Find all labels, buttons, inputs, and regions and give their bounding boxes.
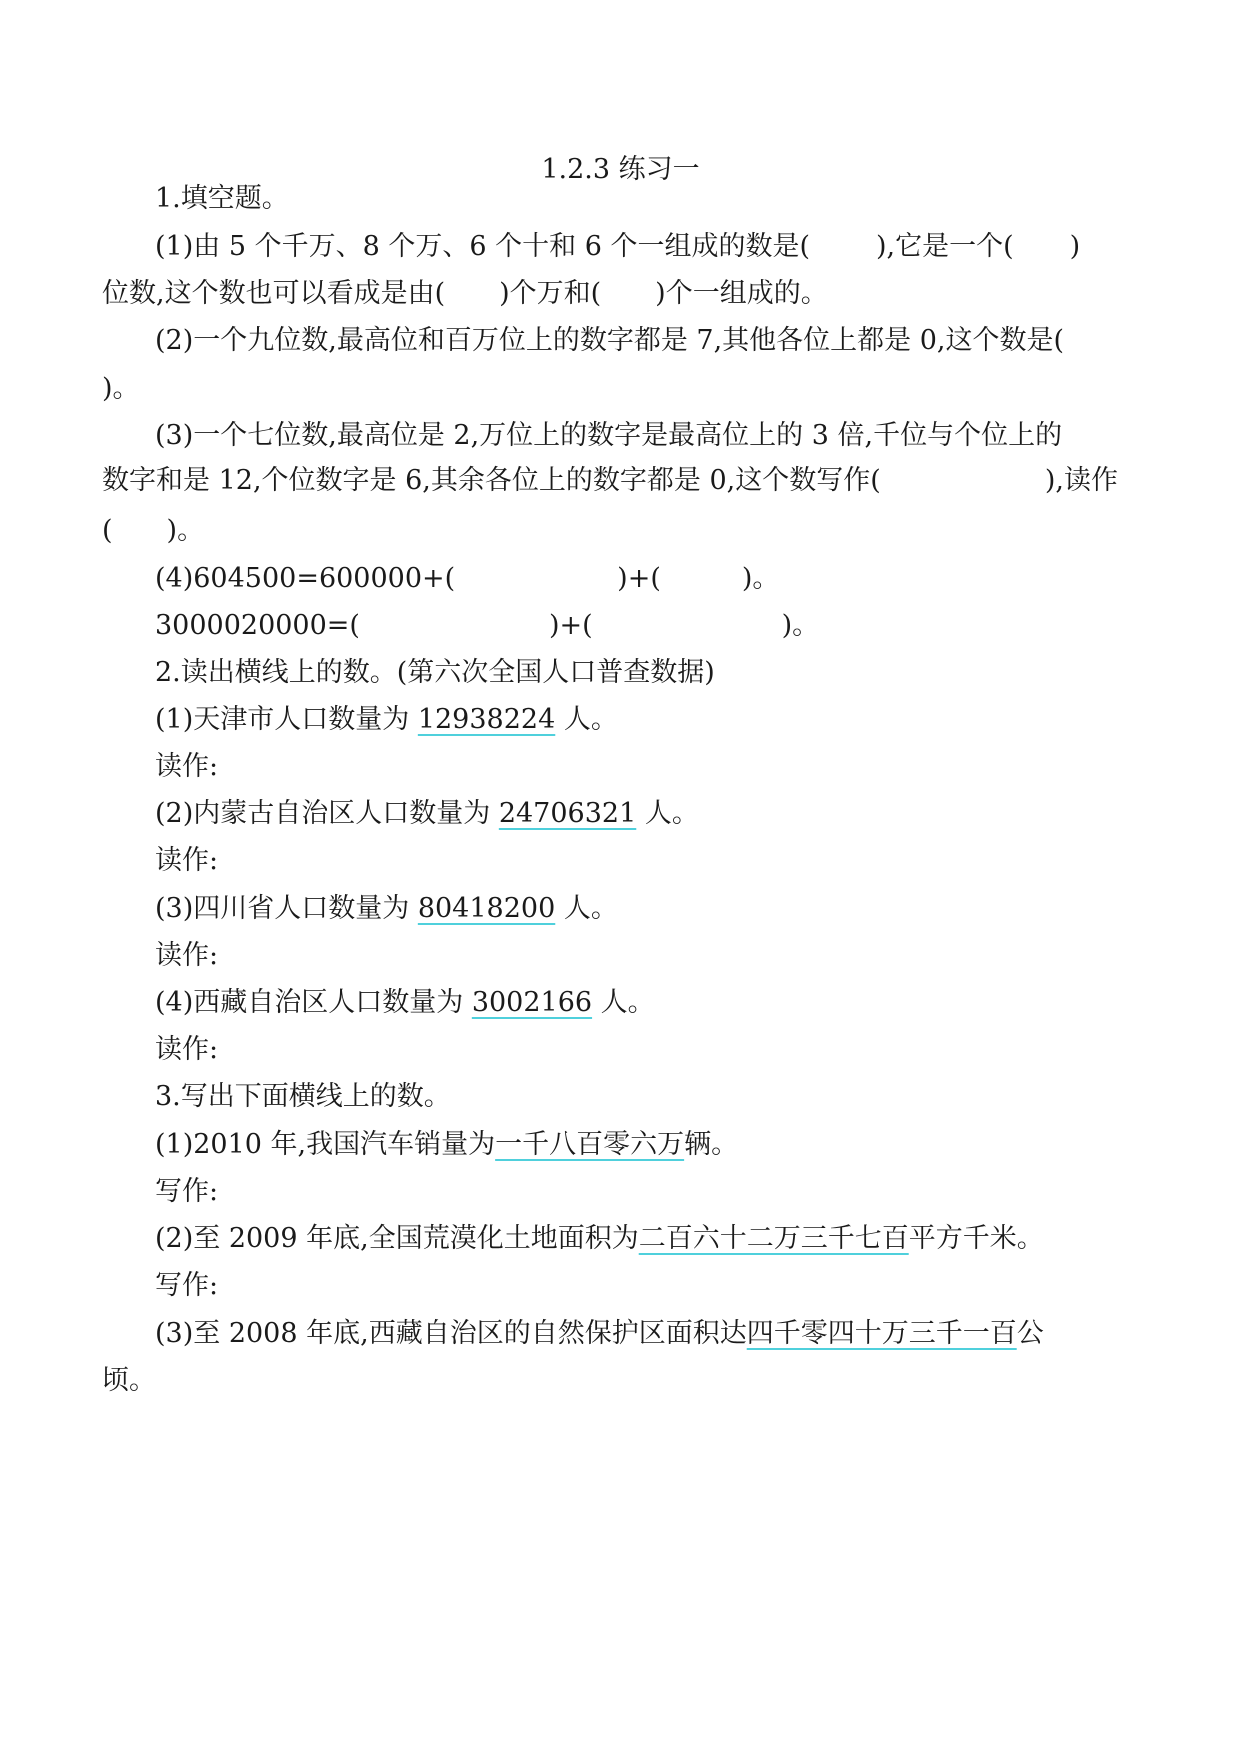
- q1-p4-line1: (4)604500=600000+( )+( )。: [155, 563, 780, 594]
- q2-item-1-suffix: 人。: [555, 704, 618, 735]
- q3-item-1-suffix: 辆。: [684, 1129, 739, 1160]
- q1-p1-line1-c: ): [1069, 231, 1081, 262]
- q2-read-label-1: 读作:: [155, 751, 219, 782]
- q3-heading: 3.写出下面横线上的数。: [155, 1081, 451, 1112]
- q2-item-4: [155, 984, 655, 1022]
- page-title: 1.2.3 练习一: [541, 154, 700, 185]
- q2-read-label-4: 读作:: [155, 1034, 219, 1065]
- q3-item-3-prefix: (3)至 2008 年底,西藏自治区的自然保护区面积达: [155, 1318, 747, 1349]
- q2-item-1-number: 12938224: [417, 704, 556, 735]
- q3-item-2-number: 二百六十二万三千七百: [638, 1223, 909, 1254]
- q2-item-3-number: 80418200: [417, 893, 556, 924]
- q3-item-1: [155, 1126, 738, 1164]
- q1-p1-line1-a: (1)由 5 个千万、8 个万、6 个十和 6 个一组成的数是(: [155, 231, 810, 262]
- q2-item-1-prefix: (1)天津市人口数量为: [155, 704, 418, 735]
- q1-p3-line2-a: 数字和是 12,个位数字是 6,其余各位上的数字都是 0,这个数写作(: [102, 465, 881, 496]
- q3-item-3-line2: 顷。: [102, 1365, 156, 1396]
- q2-item-2-suffix: 人。: [636, 798, 699, 829]
- q2-item-2-prefix: (2)内蒙古自治区人口数量为: [155, 798, 499, 829]
- q1-p3-line3: ( )。: [102, 515, 205, 546]
- q2-item-4-suffix: 人。: [592, 987, 655, 1018]
- q3-item-2-prefix: (2)至 2009 年底,全国荒漠化土地面积为: [155, 1223, 639, 1254]
- q3-item-3-suffix: 公: [1016, 1318, 1044, 1349]
- q3-item-3-number: 四千零四十万三千一百: [746, 1318, 1017, 1349]
- q1-p2-line1: (2)一个九位数,最高位和百万位上的数字都是 7,其他各位上都是 0,这个数是(: [155, 325, 1065, 356]
- q1-p4-line2: 3000020000=( )+( )。: [155, 610, 820, 641]
- q1-p2-line2: )。: [102, 373, 140, 404]
- q1-heading: 1.填空题。: [155, 183, 289, 214]
- q1-p1-line1: [155, 228, 1080, 266]
- q2-read-label-3: 读作:: [155, 940, 219, 971]
- q1-p3-line2-b: ),读作: [1044, 465, 1118, 496]
- q2-item-3-suffix: 人。: [555, 893, 618, 924]
- q2-item-2: [155, 795, 699, 833]
- q3-write-label-2: 写作:: [155, 1270, 219, 1301]
- q3-item-2: [155, 1220, 1044, 1258]
- q1-p3-line1: (3)一个七位数,最高位是 2,万位上的数字是最高位上的 3 倍,千位与个位上的: [155, 420, 1063, 451]
- q3-item-1-number: 一千八百零六万: [495, 1129, 685, 1160]
- q2-read-label-2: 读作:: [155, 845, 219, 876]
- q3-item-3: [155, 1315, 1044, 1353]
- q3-item-2-suffix: 平方千米。: [908, 1223, 1044, 1254]
- q2-item-3-prefix: (3)四川省人口数量为: [155, 893, 418, 924]
- q1-p1-line2: 位数,这个数也可以看成是由( )个万和( )个一组成的。: [102, 278, 828, 309]
- q2-item-4-prefix: (4)西藏自治区人口数量为: [155, 987, 472, 1018]
- q1-p1-line1-b: ),它是一个(: [876, 231, 1014, 262]
- q2-item-1: [155, 701, 618, 739]
- q2-heading: 2.读出横线上的数。(第六次全国人口普查数据): [155, 657, 715, 688]
- q2-item-3: [155, 890, 618, 928]
- q2-item-2-number: 24706321: [498, 798, 637, 829]
- q3-item-1-prefix: (1)2010 年,我国汽车销量为: [155, 1129, 496, 1160]
- q3-write-label-1: 写作:: [155, 1176, 219, 1207]
- q2-item-4-number: 3002166: [471, 987, 593, 1018]
- q1-p3-line2: [102, 462, 1118, 500]
